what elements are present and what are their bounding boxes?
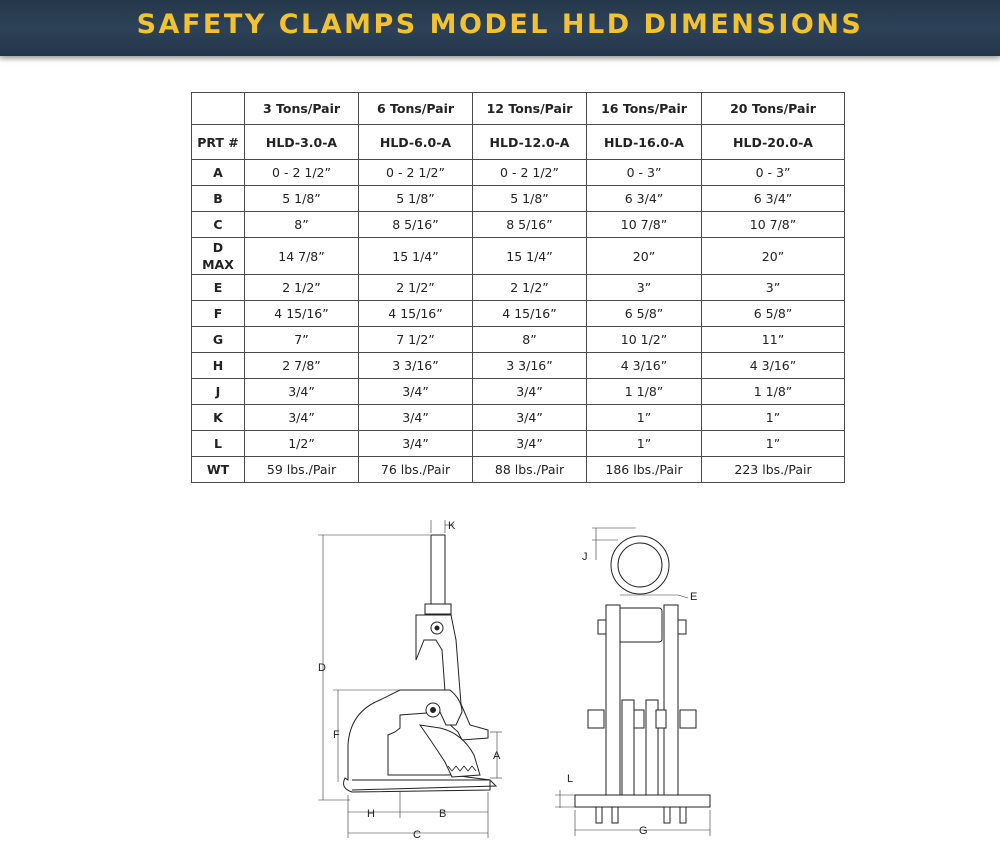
row-label: A	[192, 160, 245, 186]
table-cell: 20”	[702, 238, 845, 275]
table-cell: 76 lbs./Pair	[359, 457, 473, 483]
table-cell: 6 5/8”	[587, 301, 702, 327]
table-cell: 8 5/16”	[473, 212, 587, 238]
table-cell: 186 lbs./Pair	[587, 457, 702, 483]
table-cell: 0 - 2 1/2”	[359, 160, 473, 186]
table-row	[192, 212, 845, 238]
table-cell: 1”	[587, 431, 702, 457]
table-cell: 5 1/8”	[359, 186, 473, 212]
table-row	[192, 160, 845, 186]
row-label	[192, 238, 245, 275]
column-header: 16 Tons/Pair	[587, 93, 702, 125]
table-cell: 3/4”	[359, 405, 473, 431]
table-cell: 15 1/4”	[473, 238, 587, 275]
column-header: 20 Tons/Pair	[702, 93, 845, 125]
table-cell: 3/4”	[359, 431, 473, 457]
table-cell: 3/4”	[473, 379, 587, 405]
row-label: H	[192, 353, 245, 379]
table-cell: 3/4”	[359, 379, 473, 405]
table-cell: 6 5/8”	[702, 301, 845, 327]
table-row	[192, 238, 845, 275]
row-label: G	[192, 327, 245, 353]
table-cell: 1/2”	[245, 431, 359, 457]
table-cell: 15 1/4”	[359, 238, 473, 275]
table-cell: 8”	[473, 327, 587, 353]
table-cell: 3/4”	[473, 431, 587, 457]
table-row	[192, 405, 845, 431]
table-cell: 10 7/8”	[587, 212, 702, 238]
page-title: SAFETY CLAMPS MODEL HLD DIMENSIONS	[136, 9, 864, 40]
table-cell: 223 lbs./Pair	[702, 457, 845, 483]
dim-label-a: A	[493, 750, 501, 762]
table-cell: 8”	[245, 212, 359, 238]
table-cell: HLD-16.0-A	[587, 125, 702, 160]
table-cell: 1”	[587, 405, 702, 431]
table-cell: 11”	[702, 327, 845, 353]
table-cell: 3/4”	[473, 405, 587, 431]
table-cell: 6 3/4”	[702, 186, 845, 212]
header-banner	[0, 0, 1000, 56]
row-label: PRT #	[192, 125, 245, 160]
table-cell: 10 7/8”	[702, 212, 845, 238]
table-cell: 4 3/16”	[702, 353, 845, 379]
part-number-row	[192, 125, 845, 160]
table-row	[192, 301, 845, 327]
table-row	[192, 353, 845, 379]
table-cell: 4 15/16”	[359, 301, 473, 327]
table-cell: 5 1/8”	[245, 186, 359, 212]
table-cell: HLD-12.0-A	[473, 125, 587, 160]
table-cell: HLD-3.0-A	[245, 125, 359, 160]
clamp-dimension-diagram	[300, 512, 740, 862]
table-cell: 0 - 3”	[702, 160, 845, 186]
table-cell: 2 7/8”	[245, 353, 359, 379]
dim-label-j: J	[582, 551, 588, 563]
table-cell: 0 - 3”	[587, 160, 702, 186]
dim-label-e: E	[690, 591, 698, 603]
table-row	[192, 457, 845, 483]
row-label-line: MAX	[202, 257, 234, 272]
row-label: J	[192, 379, 245, 405]
column-header: 6 Tons/Pair	[359, 93, 473, 125]
table-cell: 0 - 2 1/2”	[245, 160, 359, 186]
table-cell: 7 1/2”	[359, 327, 473, 353]
table-cell: 4 15/16”	[473, 301, 587, 327]
row-label: B	[192, 186, 245, 212]
table-cell: 20”	[587, 238, 702, 275]
table-row	[192, 186, 845, 212]
table-cell: 2 1/2”	[245, 275, 359, 301]
dim-label-h: H	[367, 808, 375, 820]
table-cell: 59 lbs./Pair	[245, 457, 359, 483]
table-cell: 1 1/8”	[702, 379, 845, 405]
table-cell: 3 3/16”	[359, 353, 473, 379]
row-label: WT	[192, 457, 245, 483]
table-cell: 6 3/4”	[587, 186, 702, 212]
row-label: K	[192, 405, 245, 431]
row-label: C	[192, 212, 245, 238]
table-cell: 2 1/2”	[359, 275, 473, 301]
column-header: 12 Tons/Pair	[473, 93, 587, 125]
dim-label-k: K	[448, 520, 456, 532]
row-label: F	[192, 301, 245, 327]
dim-label-f: F	[333, 729, 340, 741]
side-view-drawing	[344, 535, 496, 792]
table-cell: 5 1/8”	[473, 186, 587, 212]
table-cell: HLD-20.0-A	[702, 125, 845, 160]
row-label: L	[192, 431, 245, 457]
table-row	[192, 327, 845, 353]
table-cell: 4 15/16”	[245, 301, 359, 327]
table-cell: 8 5/16”	[359, 212, 473, 238]
dim-label-b: B	[439, 808, 447, 820]
table-cell: 3 3/16”	[473, 353, 587, 379]
dimensions-table	[191, 92, 845, 483]
table-corner-cell	[192, 93, 245, 125]
table-cell: 14 7/8”	[245, 238, 359, 275]
dim-label-d: D	[318, 662, 326, 674]
dim-label-c: C	[413, 829, 421, 841]
table-cell: 88 lbs./Pair	[473, 457, 587, 483]
dim-label-l: L	[567, 773, 574, 785]
table-row	[192, 431, 845, 457]
table-cell: 10 1/2”	[587, 327, 702, 353]
table-cell: 3”	[587, 275, 702, 301]
row-label: E	[192, 275, 245, 301]
table-cell: 1”	[702, 431, 845, 457]
front-view-drawing	[575, 536, 710, 823]
table-cell: 3/4”	[245, 379, 359, 405]
table-cell: 2 1/2”	[473, 275, 587, 301]
table-cell: HLD-6.0-A	[359, 125, 473, 160]
row-label-line: D	[212, 240, 224, 255]
table-cell: 0 - 2 1/2”	[473, 160, 587, 186]
table-header-row	[192, 93, 845, 125]
dim-label-g: G	[639, 825, 648, 837]
table-row	[192, 379, 845, 405]
table-cell: 1 1/8”	[587, 379, 702, 405]
table-cell: 1”	[702, 405, 845, 431]
banner-shadow	[0, 56, 1000, 62]
table-cell: 4 3/16”	[587, 353, 702, 379]
table-cell: 3/4”	[245, 405, 359, 431]
table-cell: 3”	[702, 275, 845, 301]
column-header: 3 Tons/Pair	[245, 93, 359, 125]
table-row	[192, 275, 845, 301]
table-cell: 7”	[245, 327, 359, 353]
